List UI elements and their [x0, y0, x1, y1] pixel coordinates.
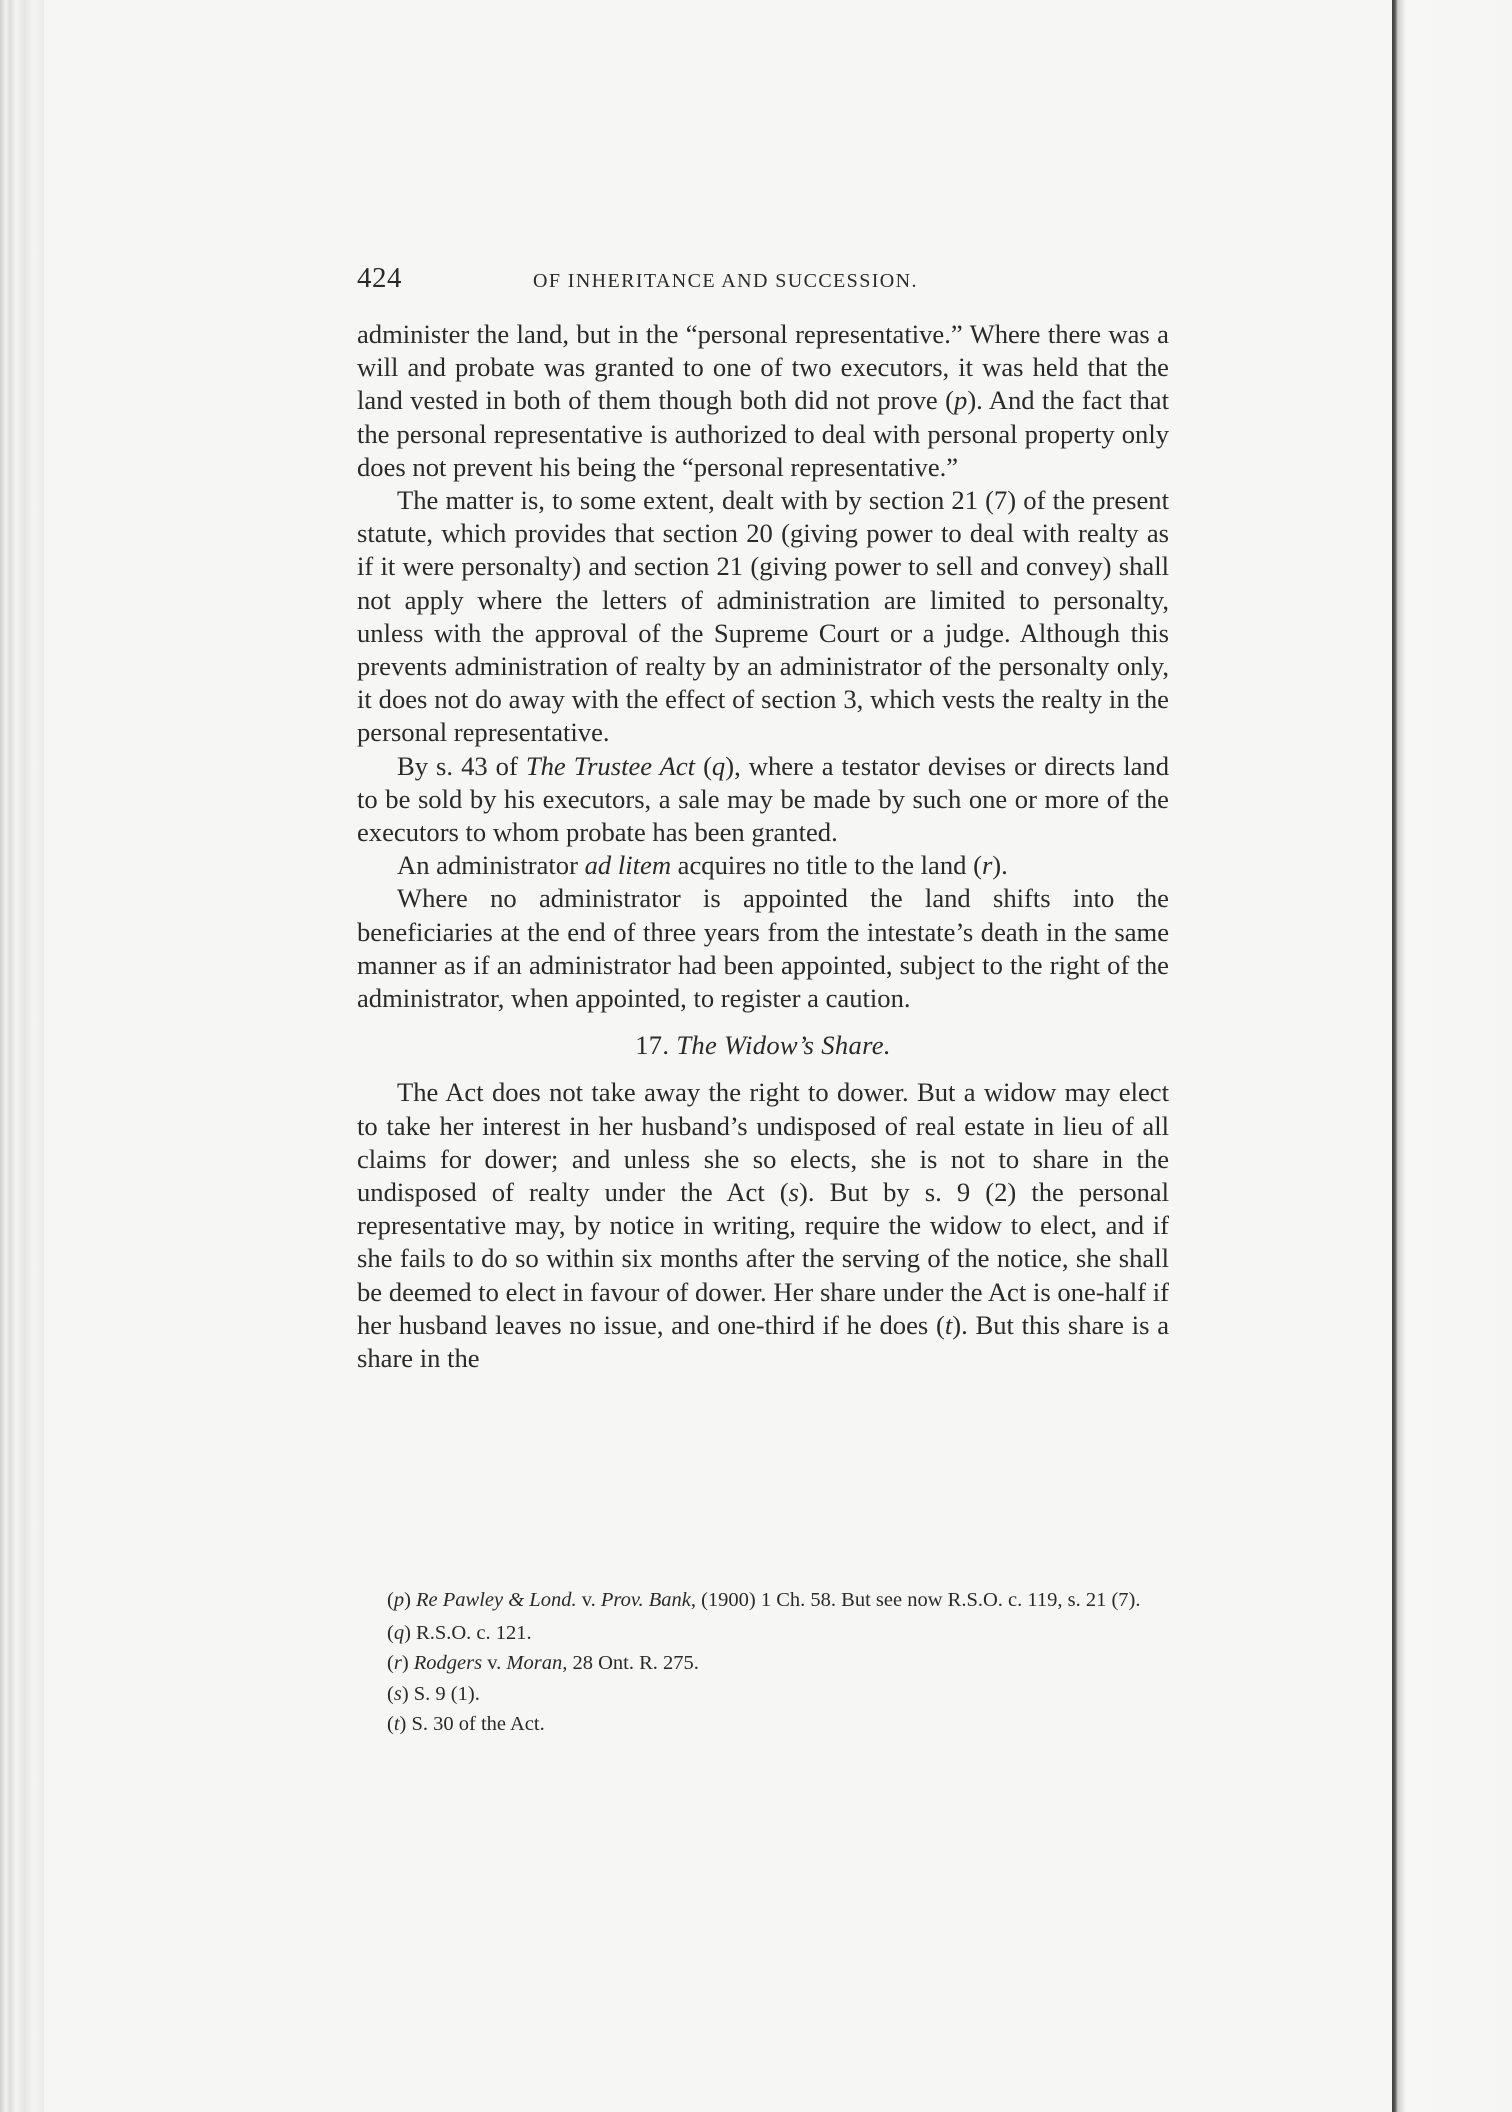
footnote-ref-r: r [981, 850, 993, 881]
act-title: The Trustee Act [525, 750, 696, 781]
body-text [357, 318, 1169, 1375]
paragraph-6: The Act does not take away the right to dower. But a widow may elect to take her interest in her husband’s undisposed of real estate in lieu of all claims for dower; and unless she so elects, she is not to share in the undisposed of realty under the Act (s). But by s. 9 (2) the personal representative may, by notice in writing, require the widow to elect, and if she fails to do so within six months after the serving of the notice, she shall be deemed to elect in favour of dower. Her share under the Act is one-half if her husband leaves no issue, and one-third if he does (t). But this share is a share in the [357, 1077, 1170, 1374]
footnote-ref-p: p [954, 385, 968, 416]
page-header [357, 262, 1169, 302]
running-head: OF INHERITANCE AND SUCCESSION. [533, 270, 918, 292]
latin-term: ad litem [584, 850, 672, 881]
paragraph-1: administer the land, but in the “personal representative.” Where there was a will and probate was granted to one of two executors, it was held that the land vested in both of them though both did not prove (p). And the fact that the personal representative is authorized to deal with personal property only does not prevent his being the “personal representative.” [357, 319, 1169, 482]
footnote-ref-s: s [788, 1177, 800, 1208]
footnote-ref-q: q [711, 750, 726, 781]
footnote-ref-t: t [944, 1309, 953, 1340]
footnote-t: (t) S. 30 of the Act. [387, 1713, 545, 1735]
paragraph-3: By s. 43 of The Trustee Act (q), where a testator devises or directs land to be sold by his executors, a sale may be made by such one or more of the executors to whom probate has been granted. [357, 750, 1169, 848]
paragraph-4: An administrator ad litem acquires no title to the land (r). [397, 850, 1008, 881]
paragraph-5: Where no administrator is appointed the land shifts into the beneficiaries at the end of three years from the intestate’s death in the same manner as if an administrator had been appointed, subject to the right of the administrator, when appointed, to register a caution. [357, 883, 1169, 1014]
right-page-edge [1392, 0, 1512, 2112]
left-page-edge [0, 0, 44, 2112]
footnote-p: (p) Re Pawley & Lond. v. Prov. Bank, (1900) 1 Ch. 58. But see now R.S.O. c. 119, s. 21 (7). [387, 1589, 1141, 1611]
footnotes [349, 1589, 1169, 1744]
footnote-s: (s) S. 9 (1). [387, 1682, 480, 1705]
section-heading [357, 1029, 1169, 1062]
footnote-q: (q) R.S.O. c. 121. [387, 1621, 532, 1644]
section-number: 17. [635, 1030, 670, 1061]
footnote-r: (r) Rodgers v. Moran, 28 Ont. R. 275. [387, 1652, 699, 1674]
section-title: The Widow’s Share. [676, 1030, 891, 1061]
paragraph-2: The matter is, to some extent, dealt with by section 21 (7) of the present statute, which provides that section 20 (giving power to deal with realty as if it were personalty) and section 21 (giving power to sell and convey) shall not apply where the letters of administration are limited to personalty, unless with the approval of the Supreme Court or a judge. Although this prevents administration of realty by an administrator of the personalty only, it does not do away with the effect of section 3, which vests the realty in the personal representative. [357, 485, 1169, 748]
page-number: 424 [357, 262, 402, 294]
